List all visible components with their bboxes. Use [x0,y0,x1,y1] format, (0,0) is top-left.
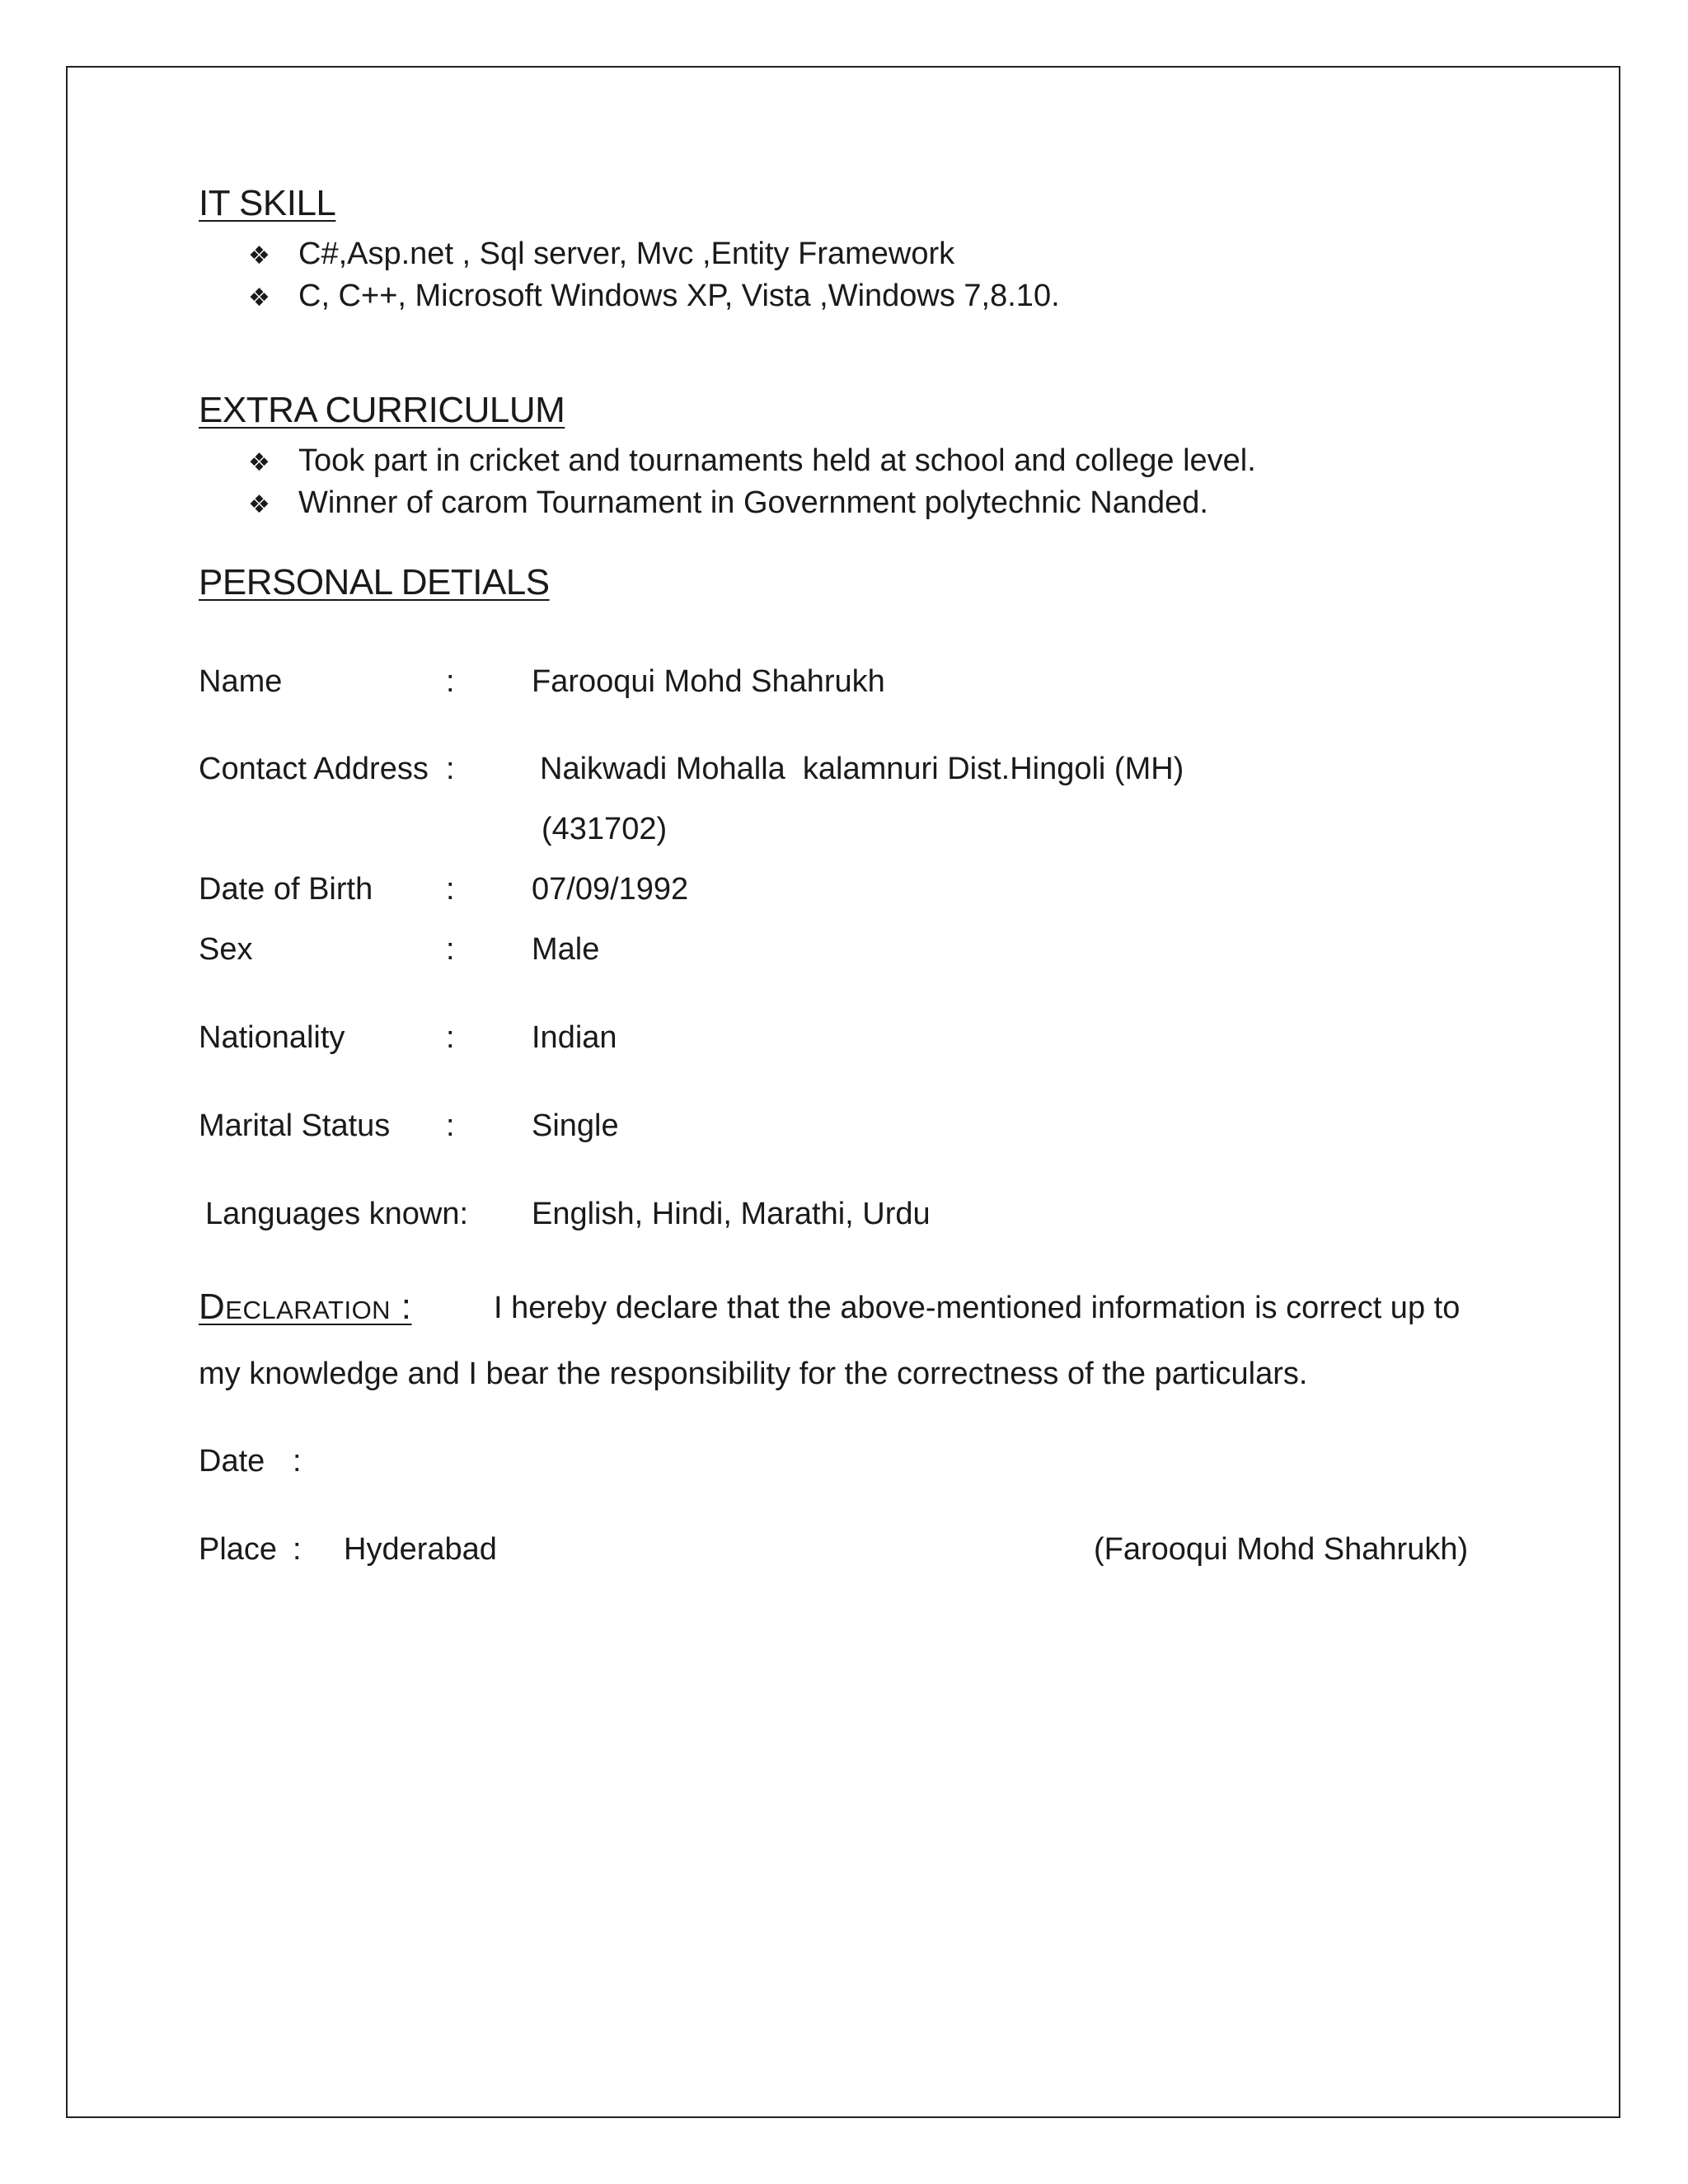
diamond-bullet-icon: ❖ [248,284,270,312]
place-colon: : [293,1532,302,1567]
sex-value: Male [532,932,600,967]
it-skill-heading: IT SKILL [199,183,336,223]
extra-curriculum-list [248,441,1256,525]
declaration-heading: Declaration : [199,1286,412,1327]
it-skill-item: C, C++, Microsoft Windows XP, Vista ,Windows 7,8.10. [298,279,1060,313]
marital-status-label: Marital Status [199,1108,391,1143]
place-label: Place [199,1532,278,1567]
colon: : [446,1108,455,1143]
diamond-bullet-icon: ❖ [248,448,270,477]
name-value: Farooqui Mohd Shahrukh [532,664,885,699]
nationality-label: Nationality [199,1020,345,1055]
it-skill-list [248,234,1060,318]
address-line-1: Naikwadi Mohalla kalamnuri Dist.Hingoli (MH) [540,752,1184,786]
list-item [248,234,1060,276]
colon: : [446,872,455,907]
extra-curriculum-item: Took part in cricket and tournaments held at school and college level. [298,443,1256,478]
date-colon: : [293,1444,302,1479]
languages-label: Languages known: [205,1197,469,1231]
dob-label: Date of Birth [199,872,373,907]
list-item [248,276,1060,318]
name-label: Name [199,664,283,699]
colon: : [446,752,455,786]
personal-details-heading: PERSONAL DETIALS [199,562,550,602]
address-line-2: (431702) [542,812,668,846]
diamond-bullet-icon: ❖ [248,241,270,270]
nationality-value: Indian [532,1020,617,1055]
languages-value: English, Hindi, Marathi, Urdu [532,1197,931,1231]
address-label: Contact Address [199,752,429,786]
list-item [248,483,1256,525]
list-item [248,441,1256,483]
place-value: Hyderabad [344,1532,497,1567]
date-label: Date [199,1444,265,1479]
extra-curriculum-heading: EXTRA CURRICULUM [199,390,565,430]
declaration-text-line-2: my knowledge and I bear the responsibility for the correctness of the particulars. [199,1357,1308,1391]
diamond-bullet-icon: ❖ [248,490,270,519]
extra-curriculum-item: Winner of carom Tournament in Government polytechnic Nanded. [298,485,1208,520]
page-border [66,66,1620,2118]
marital-status-value: Single [532,1108,619,1143]
colon: : [446,664,455,699]
sex-label: Sex [199,932,253,967]
it-skill-item: C#,Asp.net , Sql server, Mvc ,Entity Framework [298,237,955,271]
colon: : [446,932,455,967]
dob-value: 07/09/1992 [532,872,689,907]
declaration-text-line-1: I hereby declare that the above-mentioned information is correct up to [494,1291,1461,1325]
colon: : [446,1020,455,1055]
signature-name: (Farooqui Mohd Shahrukh) [1094,1532,1469,1567]
